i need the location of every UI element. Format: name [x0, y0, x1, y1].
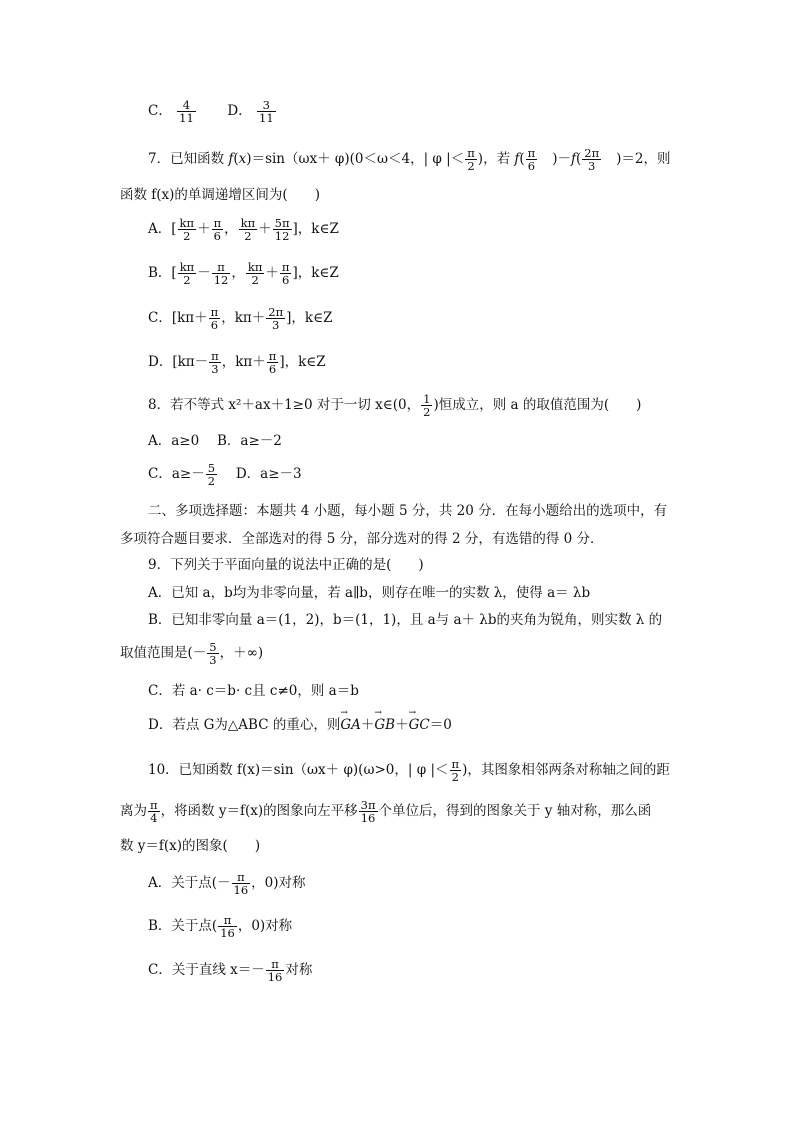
- q10-option-a: A．关于点(－ $\frac{\pi}{16}$ ，0)对称: [148, 870, 306, 898]
- q7-option-a: A．[ $\frac{k\pi}{2}$ ＋ $\frac{\pi}{6}$ ， $\frac{k\pi}{2}$ ＋ $\frac{5\pi}{12}$ ]，k∈Z: [148, 216, 339, 244]
- question-9-stem: 9．下列关于平面向量的说法中正确的是( ): [148, 557, 424, 573]
- q8-options-ab: A．a≥0 B．a≥－2: [148, 433, 282, 449]
- vector-gc: → GC: [409, 719, 430, 733]
- q9-option-d: D．若点 G为△ABC 的重心，则→ GA＋→ GB＋→ GC＝0: [148, 719, 452, 733]
- fraction: $\frac{\pi}{2}$: [467, 146, 475, 174]
- q9-option-a: A．已知 a，b均为非零向量，若 a∥b，则存在唯一的实数 λ，使得 a＝ λb: [148, 585, 591, 601]
- q10-option-c: C．关于直线 x＝－ $\frac{\pi}{16}$ 对称: [148, 957, 313, 985]
- q7-option-b: B．[ $\frac{k\pi}{2}$ － $\frac{\pi}{12}$ ， $\frac{k\pi}{2}$ ＋ $\frac{\pi}{6}$ ]，k∈Z: [148, 260, 339, 288]
- question-10-line3: 数 y＝f(x)的图象( ): [120, 838, 261, 854]
- vector-ga: → GA: [340, 719, 361, 733]
- question-10-stem: 10．已知函数 f(x)＝sin（ωx＋ φ)(ω>0，| φ |＜ $\frac{\pi}{2}$ )，其图象相邻两条对称轴之间的距: [148, 757, 670, 785]
- q7-option-d: D．[kπ－ $\frac{\pi}{3}$ ，kπ＋ $\frac{\pi}{6}$ ]，k∈Z: [148, 349, 326, 377]
- q9-option-b-line2: 取值范围是(－ $\frac{5}{3}$ ，＋∞): [120, 640, 264, 668]
- q10-option-b: B．关于点( $\frac{\pi}{16}$ ，0)对称: [148, 913, 293, 941]
- q6-options-cd: [148, 99, 277, 124]
- option-label: C．: [148, 103, 172, 120]
- section-2-heading-line2: 多项符合题目要求．全部选对的得 5 分，部分选对的得 2 分，有选错的得 0 分．: [120, 531, 604, 547]
- q9-option-c: C．若 a· c＝b· c且 c≠0，则 a＝b: [148, 683, 359, 699]
- section-2-heading-line1: 二、多项选择题：本题共 4 小题，每小题 5 分，共 20 分．在每小题给出的选项中，有: [148, 503, 668, 519]
- fraction: $\frac{4}{11}$: [179, 98, 194, 126]
- fraction: $\frac{\pi}{6}$: [527, 146, 536, 174]
- q8-options-cd: C．a≥－ $\frac{5}{2}$ D．a≥－3: [148, 461, 302, 489]
- option-label: D．: [227, 103, 252, 120]
- question-7-line2: 函数 f(x)的单调递增区间为( ): [120, 187, 320, 203]
- question-8-stem: 8．若不等式 x²＋ax＋1≥0 对于一切 x∈(0， $\frac{1}{2}$ )恒成立，则 a 的取值范围为( ): [148, 392, 642, 420]
- fraction: $\frac{2\pi}{3}$: [584, 146, 600, 174]
- question-10-line2: 离为 $\frac{\pi}{4}$ ，将函数 y＝f(x)的图象向左平移 $\frac{3\pi}{16}$ 个单位后，得到的图象关于 y 轴对称，那么函: [120, 798, 652, 826]
- question-7-stem: 7．已知函数 f(x)＝sin（ωx＋ φ)(0＜ω＜4，| φ |＜ $\frac{\pi}{2}$ )，若 f( $\frac{\pi}{6}$ )－f( $\frac{2\pi}{3}$ )＝2，则: [148, 146, 671, 174]
- fraction: $\frac{3}{11}$: [259, 98, 274, 126]
- q9-option-b-line1: B．已知非零向量 a＝(1，2)，b＝(1，1)，且 a与 a＋ λb的夹角为锐角，则实数 λ 的: [148, 612, 663, 628]
- vector-gb: → GB: [374, 719, 395, 733]
- q7-option-c: C．[kπ＋ $\frac{\pi}{6}$ ，kπ＋ $\frac{2\pi}{3}$ ]，k∈Z: [148, 305, 333, 333]
